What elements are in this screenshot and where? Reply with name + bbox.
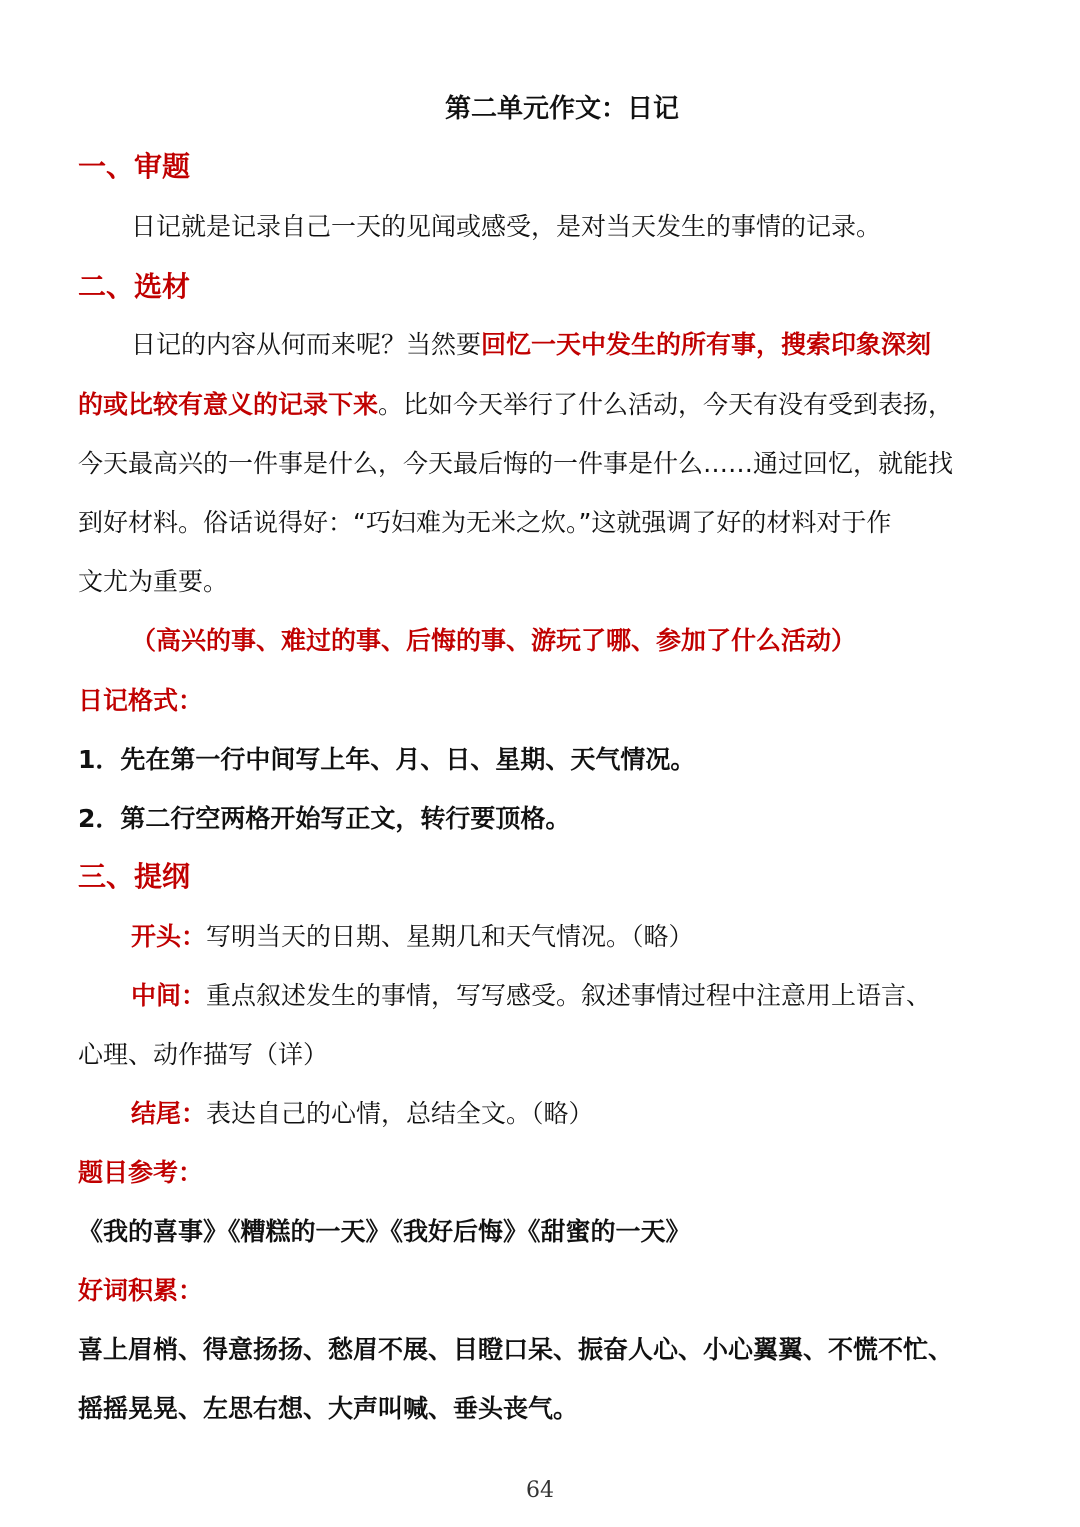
material-paragraph-line-2 <box>78 388 1002 422</box>
material-paragraph-line-4: 到好材料。俗话说得好：“巧妇难为无米之炊。”这就强调了好的材料对于作 <box>78 508 892 537</box>
words-line-1: 喜上眉梢、得意扬扬、愁眉不展、目瞪口呆、振奋人心、小心翼翼、不慌不忙、 <box>78 1335 954 1364</box>
outline-start <box>131 920 1002 954</box>
section-heading-material: 二、选材 <box>78 270 191 303</box>
outline-middle-continued: 心理、动作描写（详） <box>78 1040 329 1069</box>
outline-middle-text: 重点叙述发生的事情，写写感受。叙述事情过程中注意用上语言、 <box>206 981 932 1010</box>
page-title: 第二单元作文：日记 <box>444 94 679 124</box>
material-text: 日记的内容从何而来呢？当然要 <box>131 330 482 359</box>
outline-middle-label: 中间： <box>131 981 207 1010</box>
outline-end-text: 表达自己的心情，总结全文。（略） <box>206 1099 594 1128</box>
section-text-review: 日记就是记录自己一天的见闻或感受，是对当天发生的事情的记录。 <box>131 212 882 241</box>
words-line-2: 摇摇晃晃、左思右想、大声叫喊、垂头丧气。 <box>78 1394 579 1423</box>
outline-start-text: 写明当天的日期、星期几和天气情况。（略） <box>206 922 694 951</box>
format-item-2: 2．第二行空两格开始写正文，转行要顶格。 <box>78 804 571 833</box>
material-examples: （高兴的事、难过的事、后悔的事、游玩了哪、参加了什么活动） <box>131 626 857 655</box>
format-item-1: 1．先在第一行中间写上年、月、日、星期、天气情况。 <box>78 745 696 774</box>
words-heading: 好词积累： <box>78 1276 204 1305</box>
outline-end <box>131 1097 1002 1131</box>
material-emphasis: 回忆一天中发生的所有事，搜索印象深刻 <box>481 330 932 359</box>
section-heading-outline: 三、提纲 <box>78 860 191 893</box>
page-number: 64 <box>526 1478 554 1503</box>
topics-heading: 题目参考： <box>78 1158 204 1187</box>
format-heading: 日记格式： <box>78 686 204 715</box>
material-emphasis-2: 的或比较有意义的记录下来 <box>78 390 379 419</box>
material-paragraph-line-1 <box>131 328 1002 362</box>
outline-middle <box>131 979 1002 1013</box>
outline-start-label: 开头： <box>131 922 207 951</box>
material-paragraph-line-3: 今天最高兴的一件事是什么，今天最后悔的一件事是什么……通过回忆，就能找 <box>78 449 954 478</box>
topics-list: 《我的喜事》《糟糕的一天》《我好后悔》《甜蜜的一天》 <box>78 1217 691 1246</box>
material-text-2: 。比如今天举行了什么活动，今天有没有受到表扬， <box>378 390 954 419</box>
outline-end-label: 结尾： <box>131 1099 207 1128</box>
section-heading-review: 一、审题 <box>78 150 191 183</box>
material-paragraph-line-5: 文尤为重要。 <box>78 567 229 596</box>
